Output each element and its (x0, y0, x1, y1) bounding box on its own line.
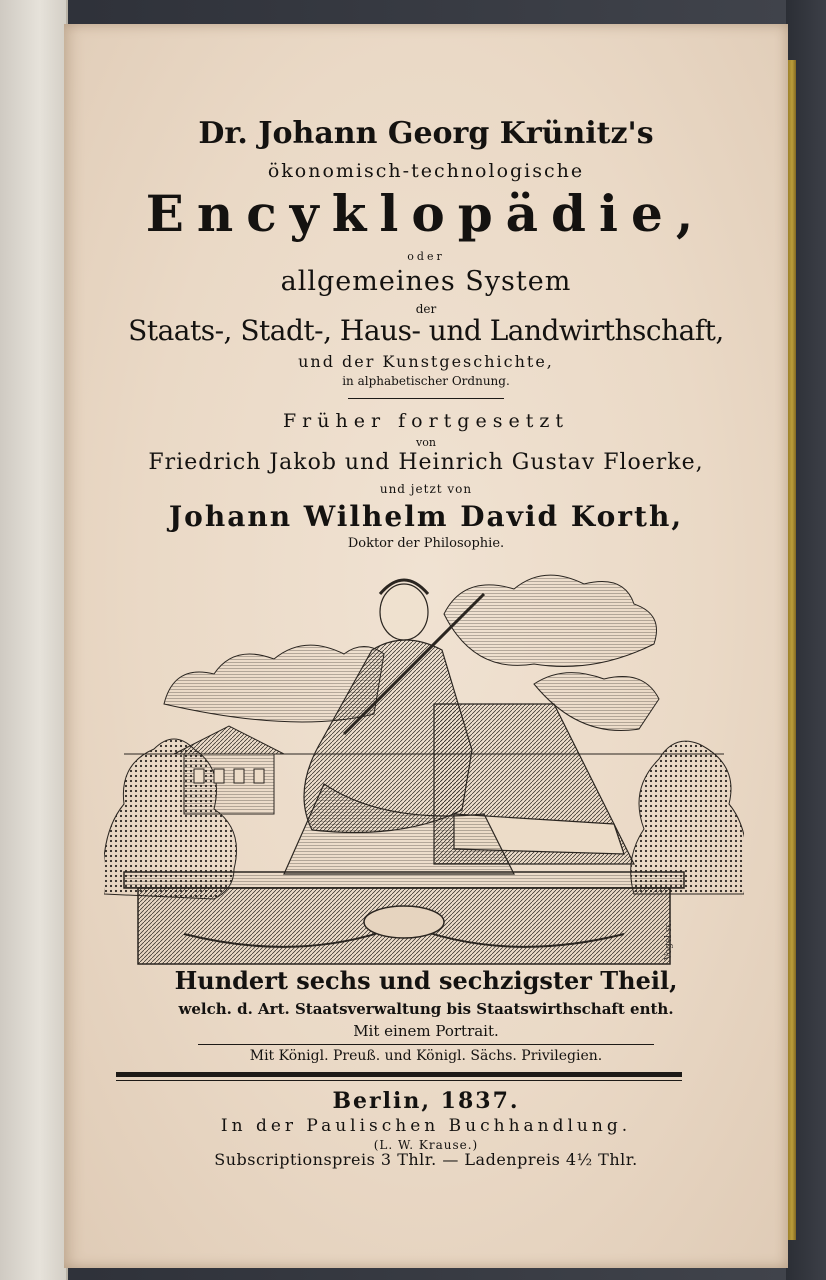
short-rule (348, 398, 504, 399)
der-line: der (415, 302, 437, 316)
fields-line: Staats-, Stadt-, Haus- und Landwirthschaft, (128, 314, 724, 347)
main-title: Encyklopädie, (145, 184, 707, 243)
order-line: in alphabetischer Ordnung. (342, 374, 510, 388)
portrait-line: Mit einem Portrait. (353, 1022, 499, 1040)
now-line: und jetzt von (379, 482, 473, 496)
system-line: allgemeines System (280, 266, 572, 297)
thin-rule (116, 1080, 682, 1081)
publisher-name: (L. W. Krause.) (373, 1138, 479, 1152)
left-page-edge (0, 0, 68, 1280)
building (174, 726, 284, 814)
editor-line: Johann Wilhelm David Korth, (168, 500, 684, 533)
right-foliage (631, 741, 744, 894)
contents-line: welch. d. Art. Staatsverwaltung bis Staatswirthschaft enth. (178, 1000, 674, 1018)
engraver-signature: Vogel sc. (664, 919, 674, 960)
thick-rule (116, 1072, 682, 1077)
title-page (64, 24, 788, 1268)
continuators-line: Friedrich Jakob und Heinrich Gustav Floerke, (148, 450, 704, 475)
editor-title: Doktor der Philosophie. (347, 536, 505, 551)
volume-line: Hundert sechs und sechzigster Theil, (174, 966, 678, 995)
publisher-line: In der Paulischen Buchhandlung. (220, 1116, 632, 1136)
continued-line: Früher fortgesetzt (283, 410, 569, 432)
place-year: Berlin, 1837. (332, 1088, 520, 1114)
price-line: Subscriptionspreis 3 Thlr. — Ladenpreis 4½ Thlr. (214, 1150, 638, 1169)
von-line: von (416, 436, 436, 449)
kunst-line: und der Kunstgeschichte, (298, 352, 554, 371)
allegorical-engraving (104, 554, 744, 966)
oder-line: oder (407, 250, 445, 263)
subtitle-line: ökonomisch-technologische (267, 160, 585, 182)
pedestal (124, 872, 684, 964)
gilt-edge (788, 60, 796, 1240)
privilege-rule-top (198, 1044, 654, 1045)
author-line: Dr. Johann Georg Krünitz's (198, 116, 654, 151)
privilege-line: Mit Königl. Preuß. und Königl. Sächs. Privilegien. (249, 1048, 603, 1064)
